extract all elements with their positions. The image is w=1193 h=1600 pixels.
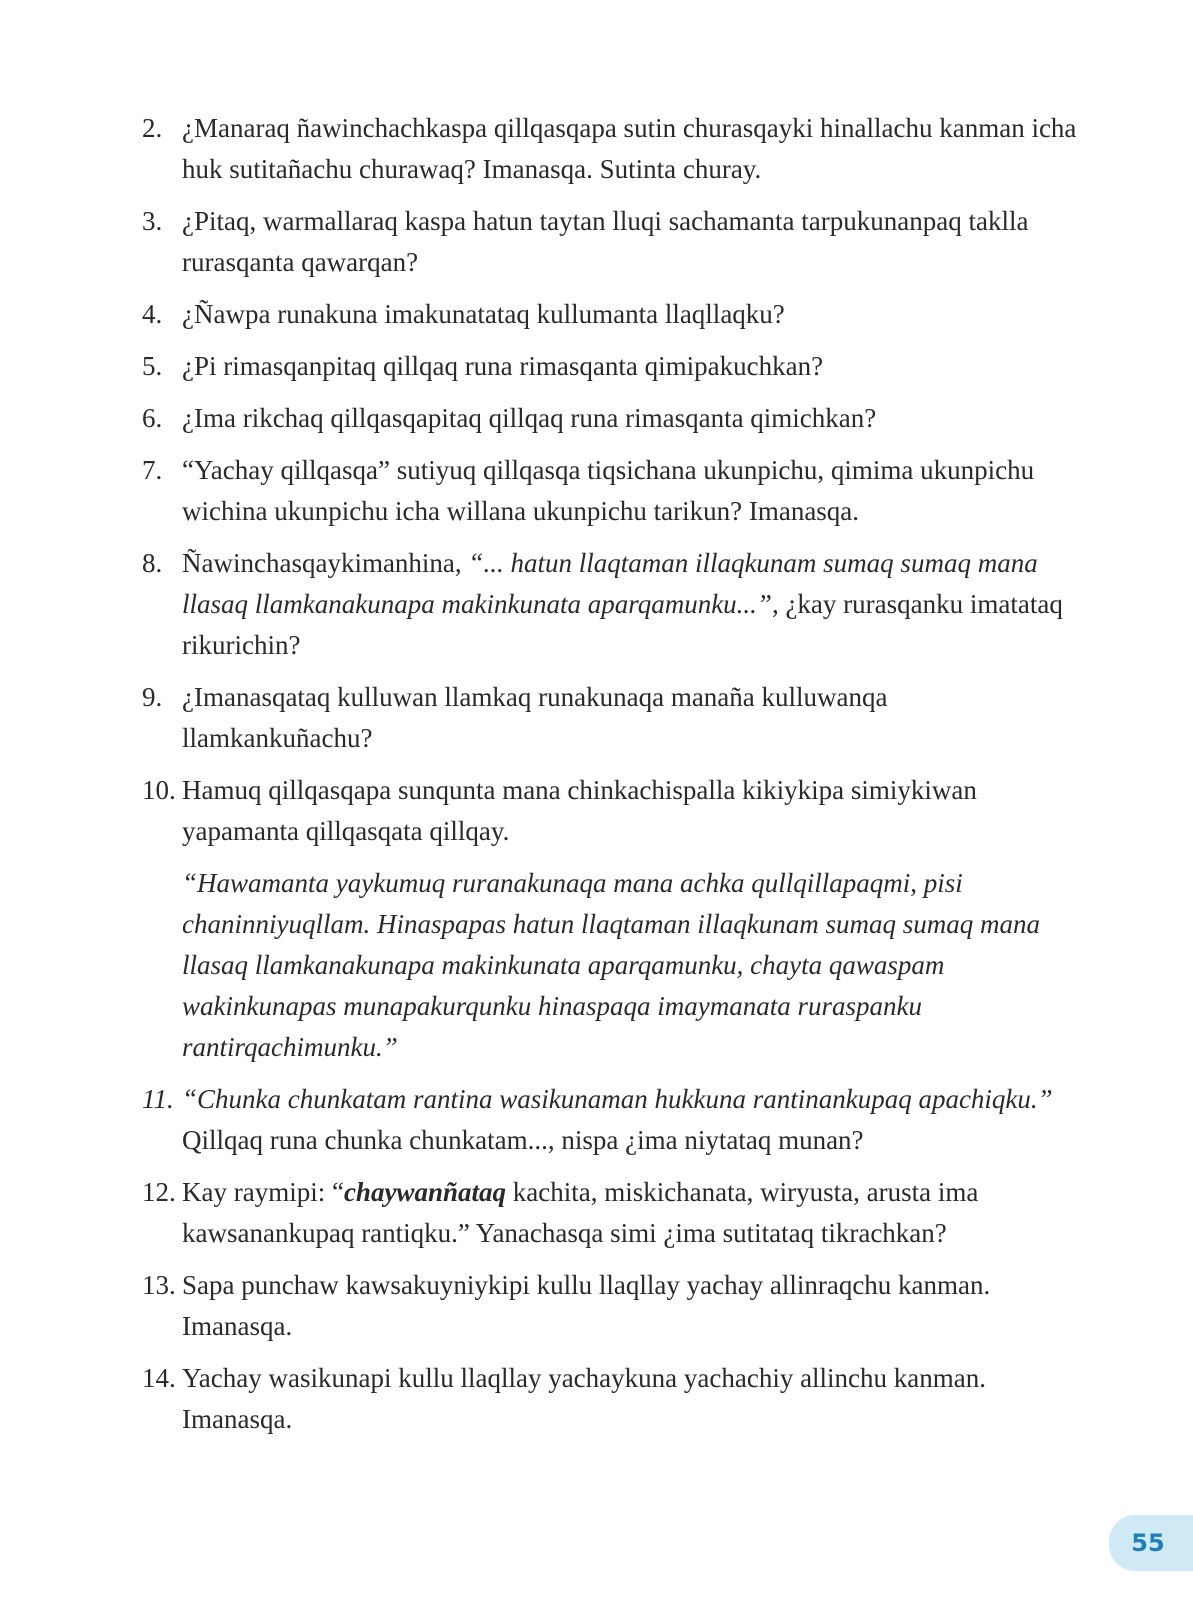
question-5 (142, 346, 1082, 387)
question-9 (142, 677, 1082, 759)
question-text-tail: kachita, miskichanata, wiryusta, arusta ima kawsanankupaq rantiqku.” Yanachasqa simi ¿ima sutitataq tikrachkan? (182, 1177, 979, 1248)
question-text-tail: Qillqaq runa chunka chunkatam..., nispa ¿ima niytataq munan? (182, 1125, 864, 1155)
question-8 (142, 543, 1082, 666)
question-text-lead: Ñawinchasqaykimanhina, (182, 548, 469, 578)
question-text (182, 543, 1082, 666)
question-number: 4. (142, 299, 163, 329)
question-text: ¿Manaraq ñawinchachkaspa qillqasqapa sutin churasqayki hinallachu kanman icha huk sutitañachu churawaq? Imanasqa. Sutinta churay. (182, 113, 1077, 184)
quoted-excerpt: “Chunka chunkatam rantina wasikunaman hukkuna rantinankupaq apachiqku.” (182, 1084, 1053, 1114)
question-text: ¿Ima rikchaq qillqasqapitaq qillqaq runa rimasqanta qimichkan? (182, 403, 877, 433)
question-number: 14. (142, 1363, 176, 1393)
question-13 (142, 1265, 1082, 1347)
question-text (182, 1079, 1082, 1161)
question-7 (142, 450, 1082, 532)
question-number: 7. (142, 455, 163, 485)
question-text-lead: Kay raymipi: “ (182, 1177, 344, 1207)
page-number-badge (1109, 1515, 1193, 1571)
question-number: 12. (142, 1177, 176, 1207)
question-number: 9. (142, 682, 163, 712)
question-number: 3. (142, 206, 163, 236)
question-number: 11. (142, 1084, 174, 1114)
question-6 (142, 398, 1082, 439)
question-2 (142, 108, 1082, 190)
question-number: 6. (142, 403, 163, 433)
question-11 (142, 1079, 1082, 1161)
question-number: 2. (142, 113, 163, 143)
question-3 (142, 201, 1082, 283)
question-text: “Yachay qillqasqa” sutiyuq qillqasqa tiqsichana ukunpichu, qimima ukunpichu wichina ukunpichu icha willana ukunpichu tarikun? Imanasqa. (182, 455, 1035, 526)
question-text: ¿Ñawpa runakuna imakunatataq kullumanta llaqllaqku? (182, 299, 785, 329)
quoted-excerpt: “... hatun llaqtaman illaqkunam sumaq sumaq mana llasaq llamkanakunapa makinkunata aparqamunku...” (182, 548, 1038, 619)
question-text-tail: , ¿kay rurasqanku imatataq rikurichin? (182, 589, 1063, 660)
question-10 (142, 770, 1082, 852)
question-text: ¿Pitaq, warmallaraq kaspa hatun taytan lluqi sachamanta tarpukunanpaq taklla rurasqanta qawarqan? (182, 206, 1029, 277)
quote-block: “Hawamanta yaykumuq ruranakunaqa mana achka qullqillapaqmi, pisi chaninniyuqllam. Hinaspapas hatun llaqtaman illaqkunam sumaq sumaq mana llasaq llamkanakunapa makinkunata aparqamunku, chayta qawaspam wakinkunapas munapakurqunku hinaspaqa imaymanata ruraspanku rantirqachimunku.” (182, 868, 1040, 1062)
question-text: ¿Imanasqataq kulluwan llamkaq runakunaqa manaña kulluwanqa llamkankuñachu? (182, 682, 888, 753)
question-list (142, 108, 1082, 1451)
question-text: Sapa punchaw kawsakuyniykipi kullu llaqllay yachay allinraqchu kanman. Imanasqa. (182, 1270, 991, 1341)
question-number: 13. (142, 1270, 176, 1300)
question-12 (142, 1172, 1082, 1254)
page-number: 55 (1131, 1529, 1165, 1557)
question-text: Yachay wasikunapi kullu llaqllay yachaykuna yachachiy allinchu kanman. Imanasqa. (182, 1363, 987, 1434)
question-text: ¿Pi rimasqanpitaq qillqaq runa rimasqanta qimipakuchkan? (182, 351, 824, 381)
question-text (182, 1172, 1082, 1254)
question-number: 5. (142, 351, 163, 381)
question-text: Hamuq qillqasqapa sunqunta mana chinkachispalla kikiykipa simiykiwan yapamanta qillqasqata qillqay. (182, 775, 977, 846)
question-number: 8. (142, 548, 163, 578)
question-number: 10. (142, 775, 176, 805)
question-14 (142, 1358, 1082, 1440)
highlighted-word: chaywanñataq (343, 1177, 506, 1207)
question-4 (142, 294, 1082, 335)
